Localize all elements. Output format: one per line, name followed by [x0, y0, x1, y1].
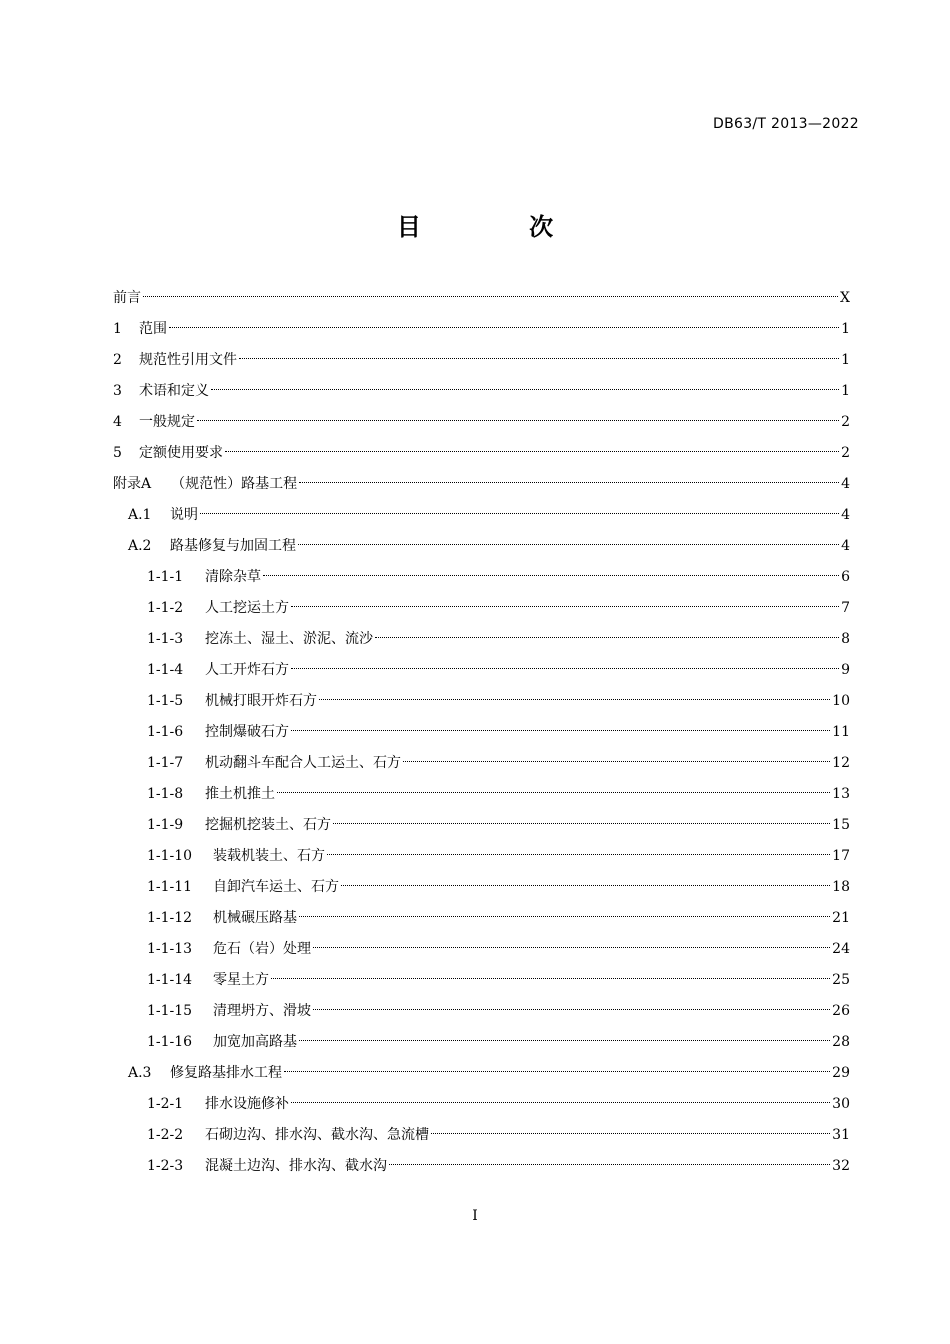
- toc-entry-title: 排水设施修补: [205, 1096, 289, 1112]
- toc-entry[interactable]: [113, 656, 850, 687]
- toc-entry-number: 1-1-5: [147, 693, 184, 709]
- toc-entry[interactable]: [113, 439, 850, 470]
- dot-leader: [313, 1009, 830, 1010]
- toc-entry-number: 1-1-16: [147, 1034, 193, 1050]
- toc-entry[interactable]: [113, 625, 850, 656]
- toc-entry[interactable]: [113, 563, 850, 594]
- toc-entry-page: 13: [832, 786, 850, 802]
- toc-entry-page: 18: [832, 879, 850, 895]
- toc-entry[interactable]: [113, 935, 850, 966]
- toc-entry-number: 1-1-10: [147, 848, 193, 864]
- toc-entry-number: 1-2-3: [147, 1158, 184, 1174]
- toc-entry-title: 修复路基排水工程: [170, 1065, 282, 1081]
- toc-entry-page: 2: [841, 445, 850, 461]
- toc-entry-number: 2: [113, 352, 122, 368]
- toc-entry[interactable]: [113, 1028, 850, 1059]
- toc-entry[interactable]: [113, 346, 850, 377]
- toc-entry[interactable]: [113, 1090, 850, 1121]
- toc-entry-page: 9: [841, 662, 850, 678]
- toc-entry-number: 1-1-14: [147, 972, 193, 988]
- dot-leader: [284, 1071, 830, 1072]
- toc-entry-number: 1-1-2: [147, 600, 184, 616]
- toc-entry-number: A.1: [128, 507, 152, 523]
- toc-entry[interactable]: [113, 687, 850, 718]
- toc-entry[interactable]: [113, 1121, 850, 1152]
- toc-entry[interactable]: [113, 1059, 850, 1090]
- toc-entry-title: 自卸汽车运土、石方: [213, 879, 339, 895]
- toc-entry[interactable]: [113, 594, 850, 625]
- toc-entry-page: 21: [832, 910, 850, 926]
- toc-entry-title: 人工开炸石方: [205, 662, 289, 678]
- toc-entry-number: 附录A: [113, 476, 152, 492]
- toc-entry-title: 危石（岩）处理: [213, 941, 311, 957]
- toc-entry-number: 1-2-1: [147, 1096, 184, 1112]
- toc-entry[interactable]: [113, 873, 850, 904]
- toc-entry-title: 范围: [139, 321, 167, 337]
- toc-entry-title: 机动翻斗车配合人工运土、石方: [205, 755, 401, 771]
- table-of-contents: [113, 284, 850, 1183]
- toc-entry[interactable]: [113, 811, 850, 842]
- toc-entry-number: 1-1-12: [147, 910, 193, 926]
- toc-entry[interactable]: [113, 408, 850, 439]
- dot-leader: [200, 513, 839, 514]
- toc-entry[interactable]: [113, 997, 850, 1028]
- toc-entry-title: 混凝土边沟、排水沟、截水沟: [205, 1158, 387, 1174]
- toc-entry[interactable]: [113, 315, 850, 346]
- toc-entry-page: 26: [832, 1003, 850, 1019]
- toc-entry-title: 加宽加高路基: [213, 1034, 297, 1050]
- toc-entry-number: 1-1-9: [147, 817, 184, 833]
- dot-leader: [143, 296, 838, 297]
- toc-entry-number: 1-1-15: [147, 1003, 193, 1019]
- toc-entry-page: 8: [841, 631, 850, 647]
- page-title: 目 次: [396, 213, 604, 241]
- dot-leader: [239, 358, 839, 359]
- toc-entry-title: 推土机推土: [205, 786, 275, 802]
- toc-entry-title: 挖掘机挖装土、石方: [205, 817, 331, 833]
- toc-entry[interactable]: [113, 780, 850, 811]
- toc-entry-number: 1-2-2: [147, 1127, 184, 1143]
- toc-entry-page: 2: [841, 414, 850, 430]
- toc-entry-number: 1-1-7: [147, 755, 184, 771]
- dot-leader: [403, 761, 830, 762]
- toc-entry-title: （规范性）路基工程: [171, 476, 298, 492]
- dot-leader: [298, 544, 839, 545]
- toc-entry-title: 机械碾压路基: [213, 910, 297, 926]
- toc-entry-page: 15: [832, 817, 850, 833]
- dot-leader: [431, 1133, 830, 1134]
- dot-leader: [277, 792, 830, 793]
- toc-entry-number: 1-1-11: [147, 879, 193, 895]
- toc-entry-number: 5: [113, 445, 122, 461]
- toc-entry[interactable]: [113, 377, 850, 408]
- toc-entry-title: 机械打眼开炸石方: [205, 693, 317, 709]
- toc-entry-page: 4: [841, 538, 850, 554]
- dot-leader: [375, 637, 839, 638]
- dot-leader: [299, 1040, 830, 1041]
- toc-entry[interactable]: [113, 749, 850, 780]
- toc-entry-title: 一般规定: [139, 414, 195, 430]
- toc-entry-number: 1-1-1: [147, 569, 184, 585]
- toc-entry-number: 1-1-3: [147, 631, 184, 647]
- toc-entry-page: 7: [841, 600, 850, 616]
- toc-entry-page: 24: [832, 941, 850, 957]
- toc-entry-title: 挖冻土、湿土、淤泥、流沙: [205, 631, 373, 647]
- toc-entry-number: 1-1-4: [147, 662, 184, 678]
- toc-entry-title: 石砌边沟、排水沟、截水沟、急流槽: [205, 1127, 429, 1143]
- toc-entry[interactable]: [113, 718, 850, 749]
- toc-entry-page: 1: [841, 321, 850, 337]
- dot-leader: [197, 420, 839, 421]
- dot-leader: [291, 1102, 830, 1103]
- toc-entry-number: 1-1-13: [147, 941, 193, 957]
- toc-entry-title: 说明: [170, 507, 198, 523]
- dot-leader: [271, 978, 830, 979]
- dot-leader: [341, 885, 830, 886]
- dot-leader: [299, 482, 839, 483]
- toc-entry-number: 1-1-6: [147, 724, 184, 740]
- toc-entry-page: 32: [832, 1158, 850, 1174]
- toc-entry-page: 28: [832, 1034, 850, 1050]
- toc-entry-number: A.3: [128, 1065, 152, 1081]
- toc-entry-number: 4: [113, 414, 122, 430]
- dot-leader: [327, 854, 830, 855]
- dot-leader: [333, 823, 830, 824]
- toc-entry-title: 定额使用要求: [139, 445, 223, 461]
- toc-entry-page: 4: [841, 507, 850, 523]
- toc-entry-title: 装载机装土、石方: [213, 848, 325, 864]
- toc-entry[interactable]: [113, 501, 850, 532]
- toc-entry-title: 前言: [113, 290, 141, 306]
- toc-entry-title: 控制爆破石方: [205, 724, 289, 740]
- dot-leader: [319, 699, 830, 700]
- toc-entry-page: 12: [832, 755, 850, 771]
- toc-entry-title: 人工挖运土方: [205, 600, 289, 616]
- toc-entry[interactable]: [113, 284, 850, 315]
- toc-entry[interactable]: [113, 470, 850, 501]
- dot-leader: [299, 916, 830, 917]
- document-code: DB63/T 2013—2022: [713, 116, 859, 132]
- toc-entry-page: X: [840, 290, 850, 306]
- toc-entry-page: 1: [841, 352, 850, 368]
- dot-leader: [313, 947, 830, 948]
- toc-entry-page: 31: [832, 1127, 850, 1143]
- dot-leader: [263, 575, 839, 576]
- dot-leader: [291, 730, 830, 731]
- toc-entry-number: 1: [113, 321, 122, 337]
- dot-leader: [389, 1164, 830, 1165]
- toc-entry-page: 1: [841, 383, 850, 399]
- toc-entry-page: 25: [832, 972, 850, 988]
- toc-entry-number: A.2: [128, 538, 152, 554]
- dot-leader: [225, 451, 839, 452]
- toc-entry-title: 清除杂草: [205, 569, 261, 585]
- dot-leader: [169, 327, 839, 328]
- toc-entry-title: 零星土方: [213, 972, 269, 988]
- toc-entry-page: 30: [832, 1096, 850, 1112]
- toc-entry-title: 规范性引用文件: [139, 352, 237, 368]
- toc-entry-page: 6: [841, 569, 850, 585]
- toc-entry-page: 17: [832, 848, 850, 864]
- toc-entry-page: 29: [832, 1065, 850, 1081]
- toc-entry[interactable]: [113, 842, 850, 873]
- toc-entry[interactable]: [113, 904, 850, 935]
- toc-entry[interactable]: [113, 966, 850, 997]
- dot-leader: [291, 668, 839, 669]
- toc-entry-number: 1-1-8: [147, 786, 184, 802]
- toc-entry-title: 路基修复与加固工程: [170, 538, 296, 554]
- page-number: I: [472, 1208, 478, 1224]
- toc-entry-number: 3: [113, 383, 122, 399]
- toc-entry-page: 10: [832, 693, 850, 709]
- toc-entry-page: 4: [841, 476, 850, 492]
- dot-leader: [291, 606, 839, 607]
- toc-entry-title: 术语和定义: [139, 383, 209, 399]
- toc-entry[interactable]: [113, 532, 850, 563]
- toc-entry-title: 清理坍方、滑坡: [213, 1003, 311, 1019]
- toc-entry[interactable]: [113, 1152, 850, 1183]
- toc-entry-page: 11: [832, 724, 850, 740]
- dot-leader: [211, 389, 839, 390]
